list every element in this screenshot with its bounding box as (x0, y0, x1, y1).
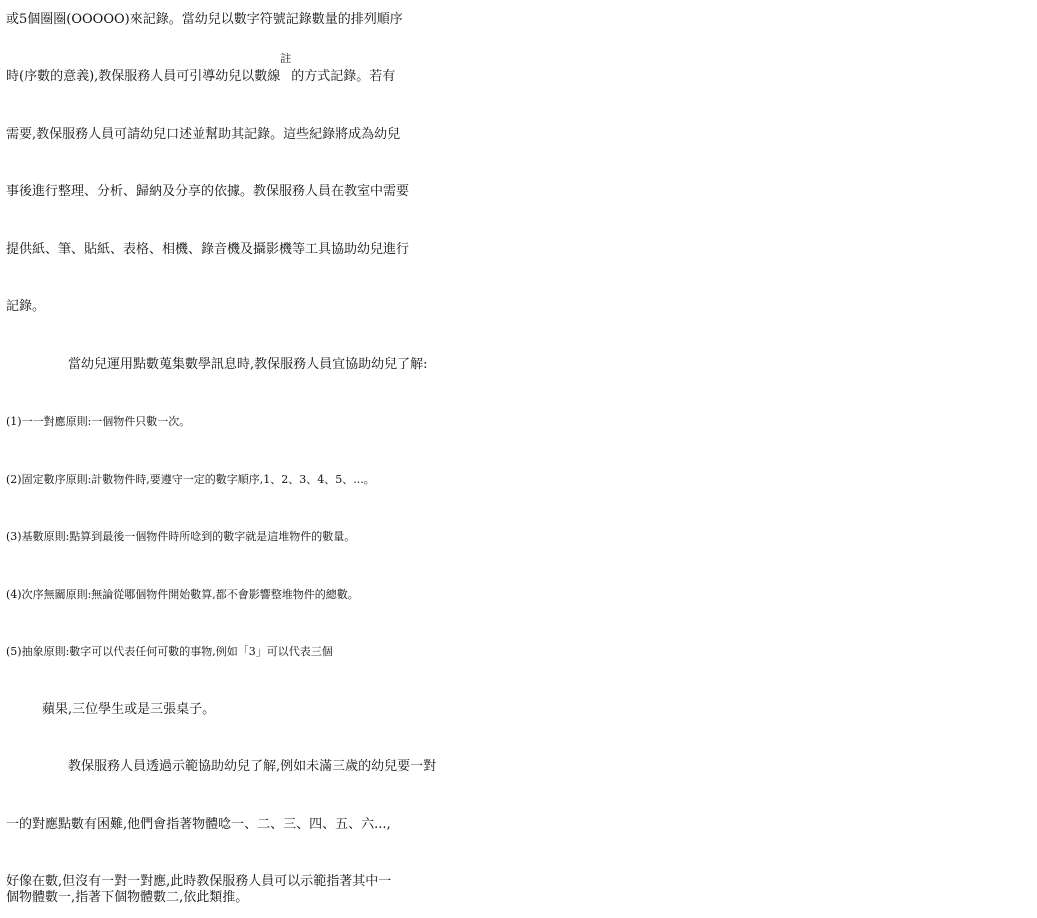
paragraph1-line3: 需要,教保服務人員可請幼兒口述並幫助其記錄。這些紀錄將成為幼兒 (6, 127, 401, 142)
paragraph1-line1: 或5個圈圈(OOOOO)來記錄。當幼兒以數字符號記錄數量的排列順序 (6, 12, 403, 27)
paragraph3-line2: 一的對應點數有困難,他們會指著物體唸一、二、三、四、五、六..., (6, 817, 391, 832)
principle-4: (4)次序無關原則:無論從哪個物件開始數算,都不會影響整堆物件的總數。 (6, 588, 359, 601)
paragraph1-line4: 事後進行整理、分析、歸納及分享的依據。教保服務人員在教室中需要 (6, 184, 410, 199)
paragraph3-line1: 教保服務人員透過示範協助幼兒了解,例如未滿三歲的幼兒要一對 (68, 759, 437, 774)
paragraph1-line2-text-end: 的方式記錄。若有 (291, 69, 396, 84)
principle-2: (2)固定數序原則:計數物件時,要遵守一定的數字順序,1、2、3、4、5、...。 (6, 473, 375, 486)
paragraph3-line3: 好像在數,但沒有一對一對應,此時教保服務人員可以示範指著其中一 (6, 874, 392, 889)
principle-3: (3)基數原則:點算到最後一個物件時所唸到的數字就是這堆物件的數量。 (6, 530, 356, 543)
footnote-marker: 註 (280, 52, 292, 65)
paragraph1-line2 (6, 52, 1032, 97)
principle-1: (1)一一對應原則:一個物件只數一次。 (6, 415, 191, 428)
paragraph3-line4: 個物體數一,指著下個物體數二,依此類推。 (6, 890, 249, 905)
paragraph1-line5: 提供紙、筆、貼紙、表格、相機、錄音機及攝影機等工具協助幼兒進行 (6, 242, 410, 257)
paragraph1-line2-text-start: 時(序數的意義),教保服務人員可引導幼兒以數線 (6, 69, 281, 84)
principle-5: (5)抽象原則:數字可以代表任何可數的事物,例如「3」可以代表三個 (6, 645, 333, 658)
paragraph2-intro: 當幼兒運用點數蒐集數學訊息時,教保服務人員宜協助幼兒了解: (68, 357, 428, 372)
principle-5-continuation: 蘋果,三位學生或是三張桌子。 (42, 702, 216, 717)
paragraph1-line6: 記錄。 (6, 299, 46, 314)
